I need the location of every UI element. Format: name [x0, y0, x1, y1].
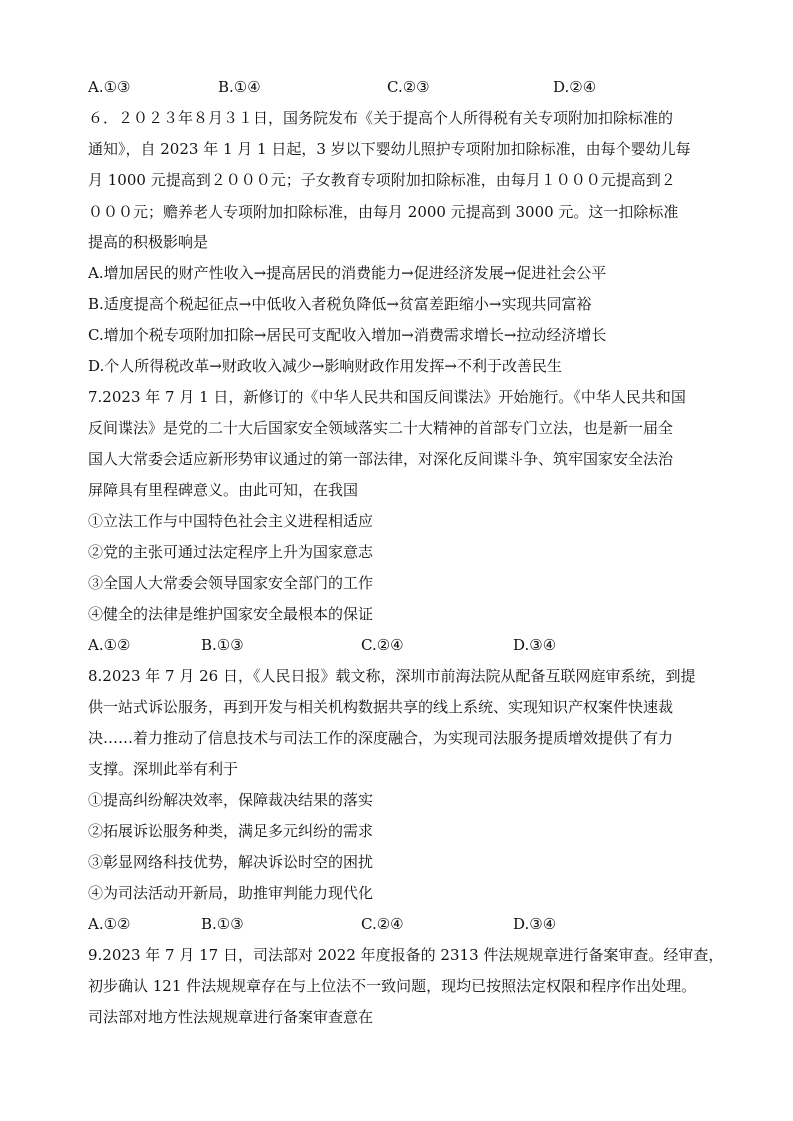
q5-option-c[interactable]: C.②③: [387, 78, 430, 96]
q7-options: [88, 635, 728, 655]
q7-stem-line-2: 反间谍法》是党的二十大后国家安全领域落实二十大精神的首部专门立法，也是新一届全: [88, 419, 674, 437]
q8-statement-1: ①提高纠纷解决效率，保障裁决结果的落实: [88, 791, 374, 809]
q7-statement-3: ③全国人大常委会领导国家安全部门的工作: [88, 574, 374, 592]
q7-option-d[interactable]: D.③④: [513, 636, 557, 654]
q5-option-a[interactable]: A.①③: [88, 78, 131, 96]
q7-statement-2: ②党的主张可通过法定程序上升为国家意志: [88, 543, 374, 561]
q6-choice-c[interactable]: C.增加个税专项附加扣除→居民可支配收入增加→消费需求增长→拉动经济增长: [88, 326, 607, 344]
q6-choice-d[interactable]: D.个人所得税改革→财政收入减少→影响财政作用发挥→不利于改善民生: [88, 357, 562, 375]
q7-statement-4: ④健全的法律是维护国家安全最根本的保证: [88, 605, 374, 623]
q8-statement-4: ④为司法活动开新局，助推审判能力现代化: [88, 884, 374, 902]
q7-option-b[interactable]: B.①③: [201, 636, 244, 654]
q6-stem-line-4: ０００元；赡养老人专项附加扣除标准，由每月 2000 元提高到 3000 元。这一扣除标准: [88, 203, 679, 221]
q8-stem-line-3: 决……着力推动了信息技术与司法工作的深度融合，为实现司法服务提质增效提供了有力: [88, 729, 674, 747]
q6-stem-line-5: 提高的积极影响是: [88, 233, 209, 251]
q5-options: [88, 77, 728, 97]
q9-stem-line-2: 初步确认 121 件法规规章存在与上位法不一致问题，现均已按照法定权限和程序作出处理。: [88, 977, 697, 995]
q8-option-b[interactable]: B.①③: [201, 915, 244, 933]
q9-stem-line-1: 9.2023 年 7 月 17 日，司法部对 2022 年度报备的 2313 件法规规章进行备案审查。经审查，: [88, 946, 724, 964]
q5-option-b[interactable]: B.①④: [218, 78, 261, 96]
q8-stem-line-4: 支撑。深圳此举有利于: [88, 760, 239, 778]
q6-stem-line-3: 月 1000 元提高到２０００元；子女教育专项附加扣除标准，由每月１０００元提高到２: [88, 171, 676, 189]
q7-stem-line-3: 国人大常委会适应新形势审议通过的第一部法律，对深化反间谍斗争、筑牢国家安全法治: [88, 450, 674, 468]
q7-stem-line-4: 屏障具有里程碑意义。由此可知，在我国: [88, 481, 359, 499]
q7-stem-line-1: 7.2023 年 7 月 1 日，新修订的《中华人民共和国反间谍法》开始施行。《中华人民共和国: [88, 388, 686, 406]
q8-options: [88, 914, 728, 934]
q8-stem-line-1: 8.2023 年 7 月 26 日，《人民日报》载文称，深圳市前海法院从配备互联网庭审系统，到提: [88, 667, 696, 685]
q7-statement-1: ①立法工作与中国特色社会主义进程相适应: [88, 512, 374, 530]
q7-option-c[interactable]: C.②④: [361, 636, 404, 654]
q8-option-c[interactable]: C.②④: [361, 915, 404, 933]
q9-stem-line-3: 司法部对地方性法规规章进行备案审查意在: [88, 1008, 374, 1026]
q6-stem-line-1: ６．２０２３年８月３１日，国务院发布《关于提高个人所得税有关专项附加扣除标准的: [88, 109, 674, 127]
q6-choice-b[interactable]: B.适度提高个税起征点→中低收入者税负降低→贫富差距缩小→实现共同富裕: [88, 295, 592, 313]
q5-option-d[interactable]: D.②④: [553, 78, 597, 96]
q6-stem-line-2: 通知》，自 2023 年 1 月 1 日起，3 岁以下婴幼儿照护专项附加扣除标准，由每个婴幼儿每: [88, 140, 691, 158]
q7-option-a[interactable]: A.①②: [88, 636, 131, 654]
q6-choice-a[interactable]: A.增加居民的财产性收入→提高居民的消费能力→促进经济发展→促进社会公平: [88, 264, 607, 282]
q8-option-a[interactable]: A.①②: [88, 915, 131, 933]
q8-statement-3: ③彰显网络科技优势，解决诉讼时空的困扰: [88, 853, 374, 871]
q8-stem-line-2: 供一站式诉讼服务，再到开发与相关机构数据共享的线上系统、实现知识产权案件快速裁: [88, 698, 674, 716]
q8-option-d[interactable]: D.③④: [513, 915, 557, 933]
q8-statement-2: ②拓展诉讼服务种类，满足多元纠纷的需求: [88, 822, 374, 840]
